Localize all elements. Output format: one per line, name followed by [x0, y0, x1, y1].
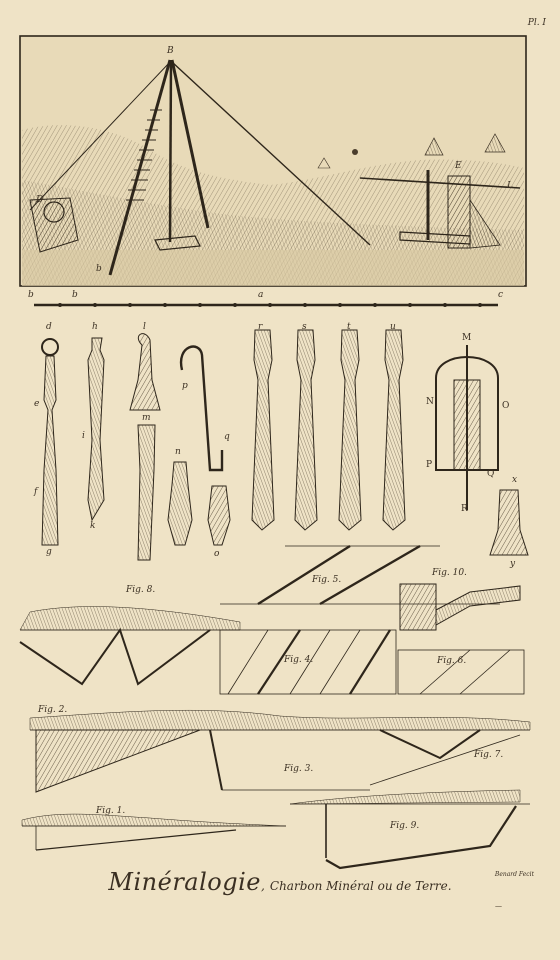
tool-letter-x: x: [512, 475, 518, 485]
tool-letter-n: n: [175, 447, 181, 457]
caption-fig-8: Fig. 8.: [126, 585, 156, 595]
tool-letter-r: r: [258, 322, 263, 332]
rod-letter-a: a: [258, 290, 264, 300]
caption-fig-2: Fig. 2.: [38, 705, 68, 715]
tool-letter-d: d: [46, 322, 52, 332]
title-subtitle: Charbon Minéral ou de Terre.: [269, 879, 452, 893]
scene-letter-L: L: [507, 181, 513, 191]
tool-letter-p: p: [182, 381, 188, 391]
scene-letter-B: B: [167, 46, 174, 56]
tool-letter-o: o: [214, 549, 220, 559]
scene-letter-b: b: [96, 264, 102, 274]
title-separator: ,: [260, 879, 265, 893]
tool-letter-i: i: [82, 431, 85, 441]
rod-letter-b2: b: [72, 290, 78, 300]
tool-letter-M: M: [462, 333, 472, 343]
tool-letter-N: N: [426, 397, 434, 407]
tool-letter-f: f: [34, 487, 38, 497]
tool-letter-q: q: [224, 432, 230, 442]
rod-letter-b1: b: [28, 290, 34, 300]
engraver-signature: Benard Fecit: [494, 871, 534, 878]
caption-fig-9: Fig. 9.: [390, 821, 420, 831]
tool-letter-h: h: [92, 322, 98, 332]
title-main: Minéralogie: [108, 868, 261, 896]
caption-fig-10: Fig. 10.: [432, 568, 467, 578]
caption-fig-3: Fig. 3.: [284, 764, 314, 774]
scene-letter-D: D: [36, 195, 44, 205]
tool-letter-e: e: [34, 399, 40, 409]
tool-letter-O: O: [502, 401, 510, 411]
tool-letter-Q: Q: [487, 469, 495, 479]
plate-title: [0, 868, 560, 896]
scene-letter-E: E: [455, 161, 462, 171]
tool-letter-y: y: [510, 559, 516, 569]
plate-number: Pl. I: [527, 18, 546, 28]
rod-letter-c: c: [498, 290, 504, 300]
drilling-scene: [20, 36, 526, 286]
tool-letter-l: l: [143, 322, 146, 332]
boring-tools: [42, 330, 528, 560]
tool-letter-u: u: [390, 322, 396, 332]
tool-letter-P: P: [426, 460, 433, 470]
caption-fig-6: Fig. 6.: [437, 656, 467, 666]
tool-letter-k: k: [90, 521, 96, 531]
caption-fig-5: Fig. 5.: [312, 575, 342, 585]
tool-letter-t: t: [347, 322, 351, 332]
tool-letter-s: s: [302, 322, 307, 332]
page-mark: —: [495, 902, 502, 910]
tool-letter-R: R: [461, 504, 468, 514]
long-boring-rod: [34, 303, 498, 307]
tool-letter-m: m: [142, 413, 151, 423]
caption-fig-4: Fig. 4.: [284, 655, 314, 665]
tool-letter-g: g: [46, 547, 52, 557]
caption-fig-1: Fig. 1.: [96, 806, 126, 816]
geological-sections: [20, 546, 530, 868]
caption-fig-7: Fig. 7.: [474, 750, 504, 760]
